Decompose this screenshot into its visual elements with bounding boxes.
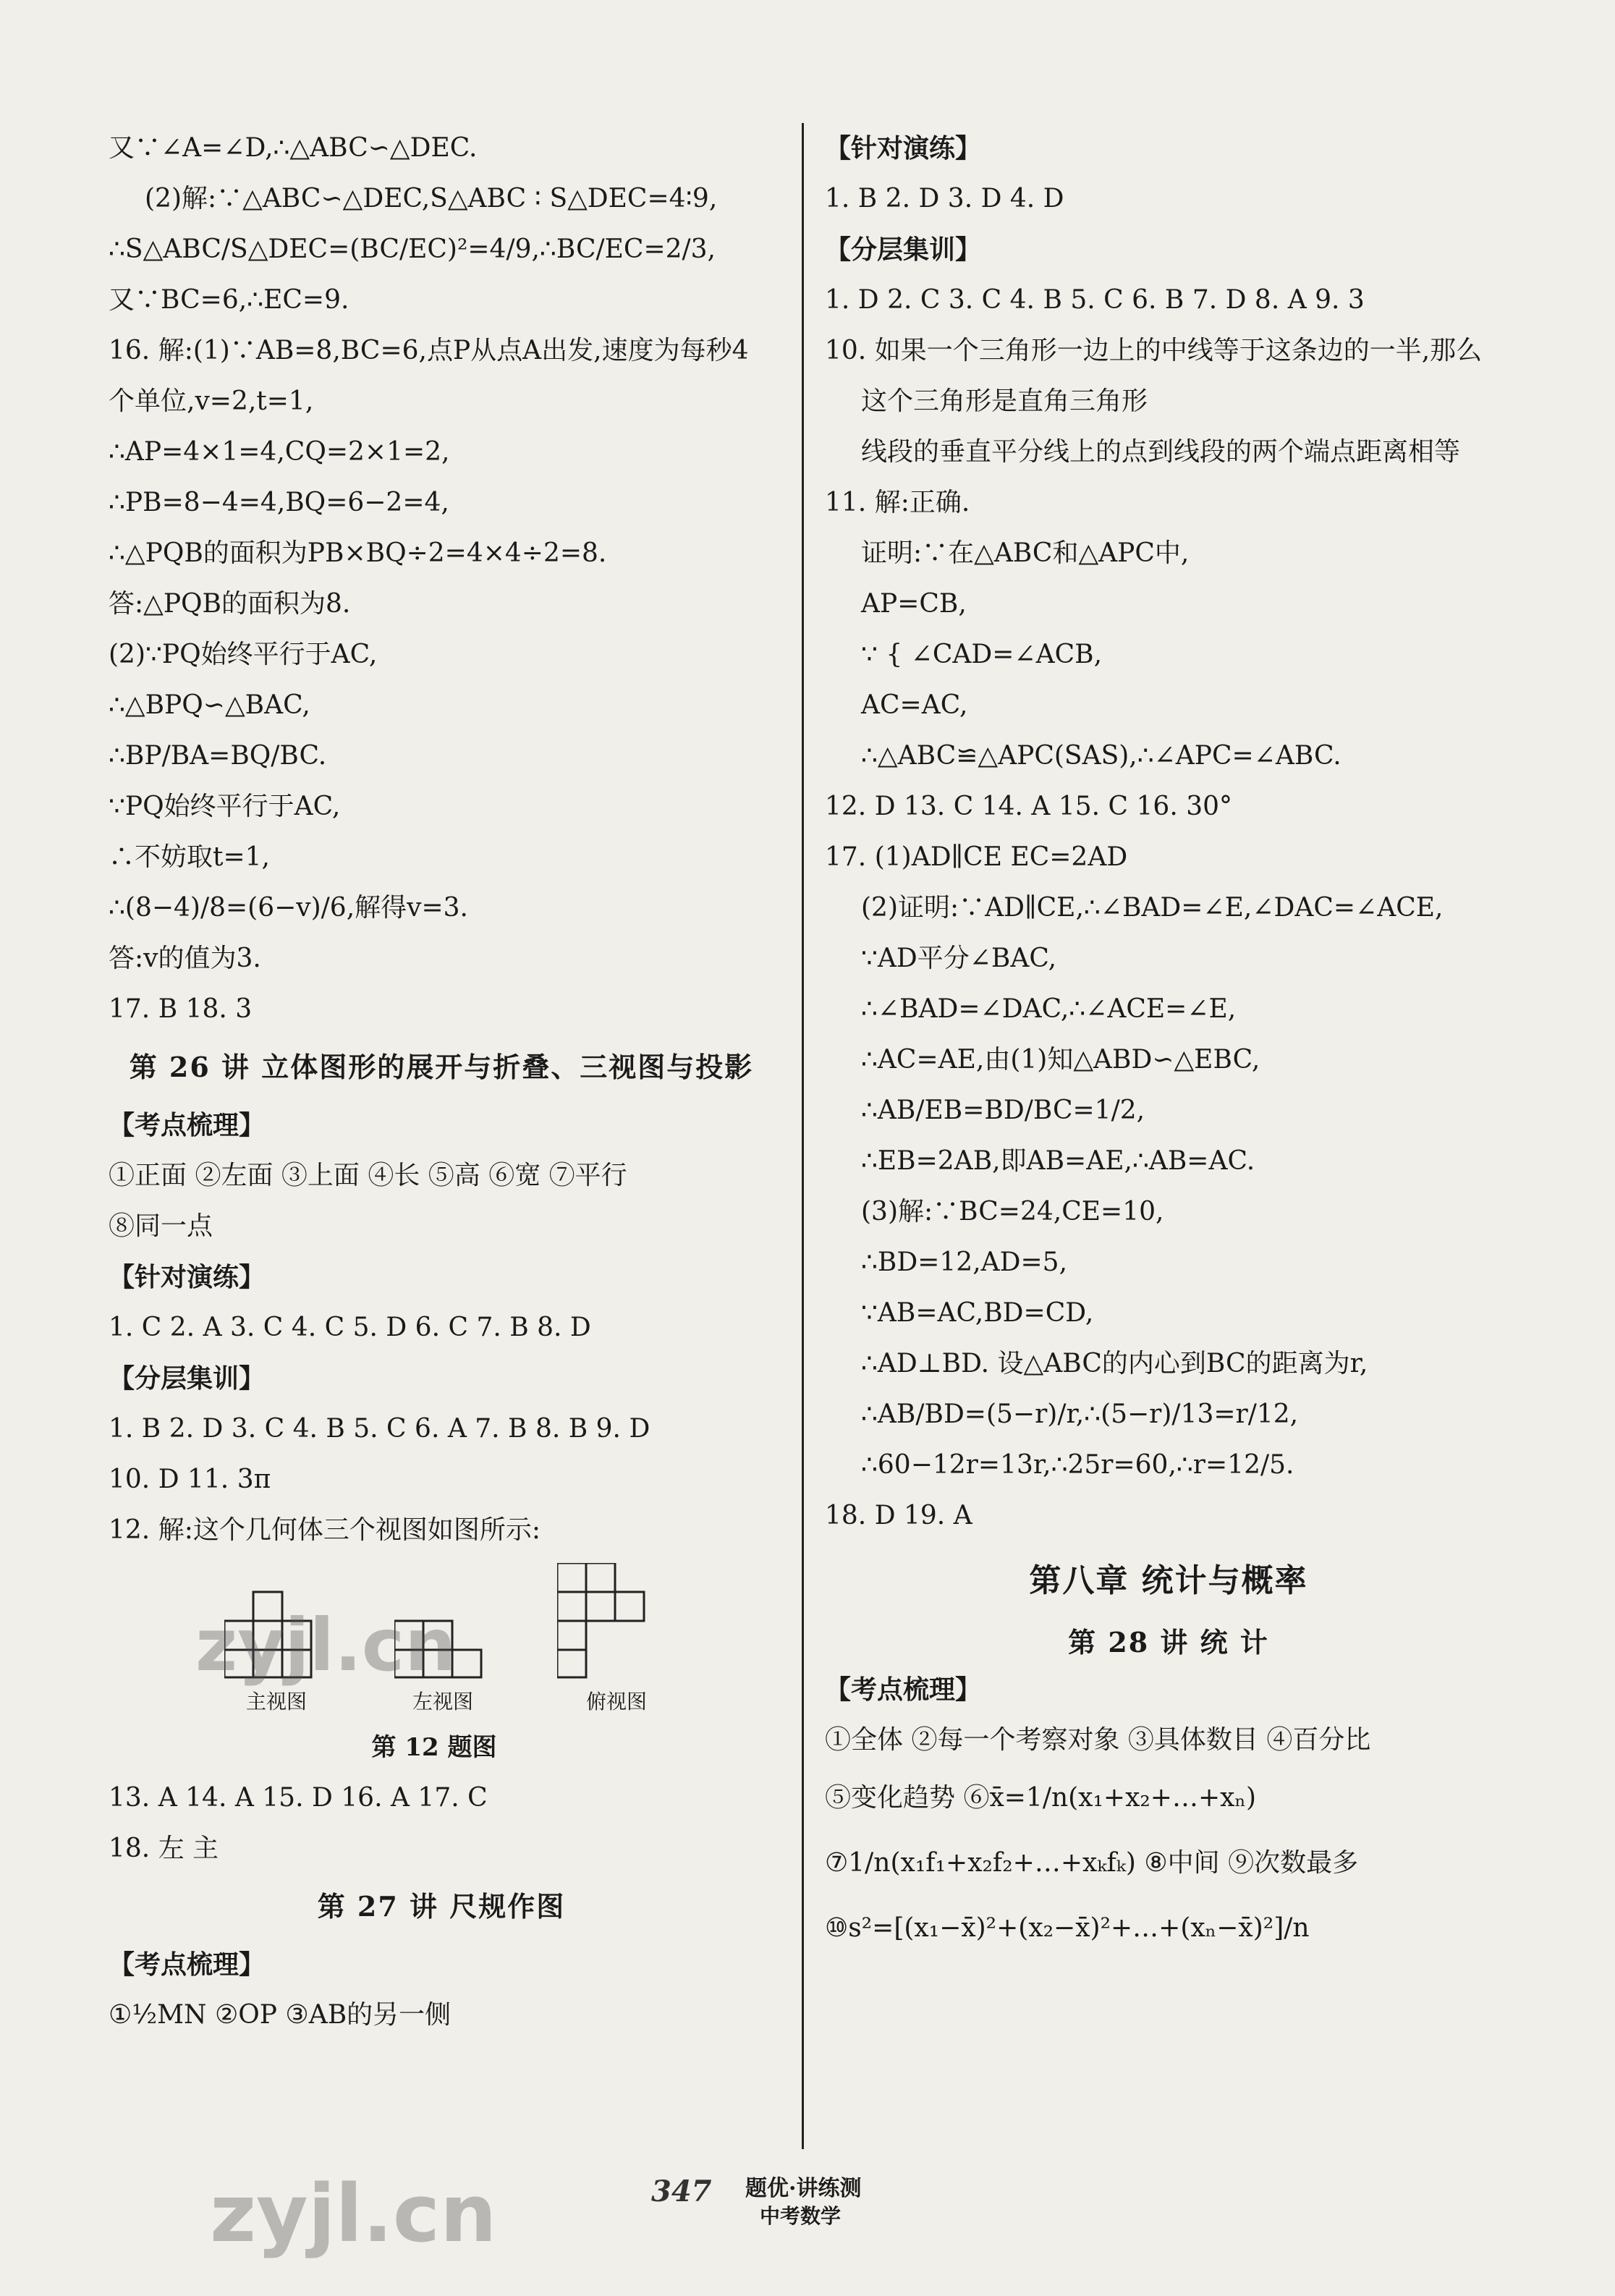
- answers-line: 12. D 13. C 14. A 15. C 16. 30°: [825, 792, 1233, 821]
- text-line: ①全体 ②每一个考察对象 ③具体数目 ④百分比: [825, 1725, 1371, 1755]
- text-line: ∴S△ABC/S△DEC=(BC/EC)²=4/9,∴BC/EC=2/3,: [109, 234, 716, 264]
- left-view-label: 左视图: [412, 1690, 474, 1713]
- left-column: [109, 123, 774, 2041]
- text-line: ∴不妨取t=1,: [109, 842, 270, 872]
- text-line: 10. 如果一个三角形一边上的中线等于这条边的一半,那么: [825, 336, 1483, 365]
- figure-caption: 第 12 题图: [371, 1733, 497, 1762]
- text-line: (3)解:∵BC=24,CE=10,: [861, 1197, 1164, 1227]
- section-zhendui: 【针对演练】: [109, 1262, 266, 1292]
- text-line: ∴△ABC≌△APC(SAS),∴∠APC=∠ABC.: [861, 741, 1341, 771]
- text-line: (2)解:∵△ABC∽△DEC,S△ABC ∶ S△DEC=4∶9,: [145, 184, 718, 213]
- text-line: ①½MN ②OP ③AB的另一侧: [109, 2000, 452, 2030]
- text-line: 又∵∠A=∠D,∴△ABC∽△DEC.: [109, 133, 478, 163]
- text-line: ∴△PQB的面积为PB×BQ÷2=4×4÷2=8.: [109, 538, 607, 568]
- lecture-26-title: 第 26 讲 立体图形的展开与折叠、三视图与投影: [129, 1051, 754, 1083]
- text-line: (2)证明:∵AD∥CE,∴∠BAD=∠E,∠DAC=∠ACE,: [861, 893, 1444, 923]
- text-line: ⑤变化趋势 ⑥x̄=1/n(x₁+x₂+…+xₙ): [825, 1783, 1257, 1813]
- text-line: 个单位,v=2,t=1,: [109, 386, 314, 416]
- watermark: zyjl.cn: [210, 2167, 497, 2260]
- brand-name: 题优·讲练测: [745, 2176, 862, 2201]
- text-line: ⑩s²=[(x₁−x̄)²+(x₂−x̄)²+…+(xₙ−x̄)²]/n: [825, 1913, 1310, 1943]
- text-line: ∴PB=8−4=4,BQ=6−2=4,: [109, 488, 449, 517]
- text-line: 答:v的值为3.: [109, 944, 261, 973]
- text-line: ⑧同一点: [109, 1211, 213, 1241]
- text-line: 这个三角形是直角三角形: [861, 386, 1148, 416]
- text-line: 17. (1)AD∥CE EC=2AD: [825, 842, 1128, 872]
- text-line: 答:△PQB的面积为8.: [109, 589, 351, 619]
- text-line: 又∵BC=6,∴EC=9.: [109, 285, 349, 315]
- section-fenceng: 【分层集训】: [825, 234, 982, 265]
- text-line: ∴BP/BA=BQ/BC.: [109, 741, 327, 771]
- right-column: [825, 123, 1512, 1961]
- text-line: ∴AD⊥BD. 设△ABC的内心到BC的距离为r,: [861, 1349, 1368, 1378]
- text-line: ∴60−12r=13r,∴25r=60,∴r=12/5.: [861, 1450, 1294, 1480]
- text-line: ∴△BPQ∽△BAC,: [109, 690, 310, 720]
- page-footer: [651, 2167, 955, 2232]
- lecture-27-title: 第 27 讲 尺规作图: [317, 1890, 566, 1923]
- text-line: (2)∵PQ始终平行于AC,: [109, 640, 378, 669]
- answers-line: 1. B 2. D 3. D 4. D: [825, 184, 1064, 213]
- text-line: 16. 解:(1)∵AB=8,BC=6,点P从点A出发,速度为每秒4: [109, 336, 749, 365]
- text-line: ∴BD=12,AD=5,: [861, 1247, 1068, 1277]
- subject-name: 中考数学: [760, 2204, 842, 2228]
- text-line: AC=AC,: [861, 690, 968, 720]
- section-zhendui: 【针对演练】: [825, 133, 982, 164]
- text-line: ①正面 ②左面 ③上面 ④长 ⑤高 ⑥宽 ⑦平行: [109, 1161, 627, 1190]
- section-kaodian: 【考点梳理】: [825, 1674, 982, 1705]
- text-line: 17. B 18. 3: [109, 994, 253, 1024]
- text-line: ∵PQ始终平行于AC,: [109, 792, 341, 821]
- text-line: ∵ { ∠CAD=∠ACB,: [861, 640, 1103, 669]
- section-fenceng: 【分层集训】: [109, 1363, 266, 1394]
- answers-line: 18. D 19. A: [825, 1501, 972, 1530]
- answers-line: 1. C 2. A 3. C 4. C 5. D 6. C 7. B 8. D: [109, 1313, 591, 1342]
- page-number: 347: [651, 2174, 712, 2208]
- watermark: zyjl.cn: [195, 1603, 457, 1687]
- answers-line: 13. A 14. A 15. D 16. A 17. C: [109, 1783, 488, 1813]
- text-line: 线段的垂直平分线上的点到线段的两个端点距离相等: [861, 437, 1461, 467]
- text-line: ∴AB/EB=BD/BC=1/2,: [861, 1096, 1145, 1125]
- answers-line: 1. B 2. D 3. C 4. B 5. C 6. A 7. B 8. B 9. D: [109, 1414, 650, 1444]
- main-view-label: 主视图: [246, 1690, 308, 1713]
- top-view-label: 俯视图: [586, 1690, 648, 1713]
- answers-line: 18. 左 主: [109, 1834, 219, 1863]
- text-line: ∵AD平分∠BAC,: [861, 944, 1057, 973]
- text-line: 11. 解:正确.: [825, 488, 970, 517]
- text-line: ∴(8−4)/8=(6−v)/6,解得v=3.: [109, 893, 468, 923]
- text-line: 12. 解:这个几何体三个视图如图所示:: [109, 1515, 541, 1545]
- lecture-28-title: 第 28 讲 统 计: [1068, 1626, 1269, 1659]
- text-line: ∴EB=2AB,即AB=AE,∴AB=AC.: [861, 1146, 1255, 1176]
- answers-line: 1. D 2. C 3. C 4. B 5. C 6. B 7. D 8. A 9. 3: [825, 285, 1365, 315]
- text-line: AP=CB,: [861, 589, 967, 619]
- text-line: 证明:∵在△ABC和△APC中,: [861, 538, 1190, 568]
- text-line: ∴∠BAD=∠DAC,∴∠ACE=∠E,: [861, 994, 1237, 1024]
- text-line: ∵AB=AC,BD=CD,: [861, 1298, 1094, 1328]
- answers-line: 10. D 11. 3π: [109, 1465, 271, 1494]
- top-view-drawing: [557, 1563, 673, 1679]
- chapter-8-title: 第八章 统计与概率: [1029, 1562, 1308, 1599]
- section-kaodian: 【考点梳理】: [109, 1949, 266, 1980]
- column-divider: [802, 123, 804, 2149]
- section-kaodian: 【考点梳理】: [109, 1110, 266, 1140]
- text-line: ⑦1/n(x₁f₁+x₂f₂+…+xₖfₖ) ⑧中间 ⑨次数最多: [825, 1848, 1359, 1878]
- text-line: ∴AP=4×1=4,CQ=2×1=2,: [109, 437, 450, 467]
- text-line: ∴AC=AE,由(1)知△ABD∽△EBC,: [861, 1045, 1260, 1075]
- text-line: ∴AB/BD=(5−r)/r,∴(5−r)/13=r/12,: [861, 1399, 1299, 1429]
